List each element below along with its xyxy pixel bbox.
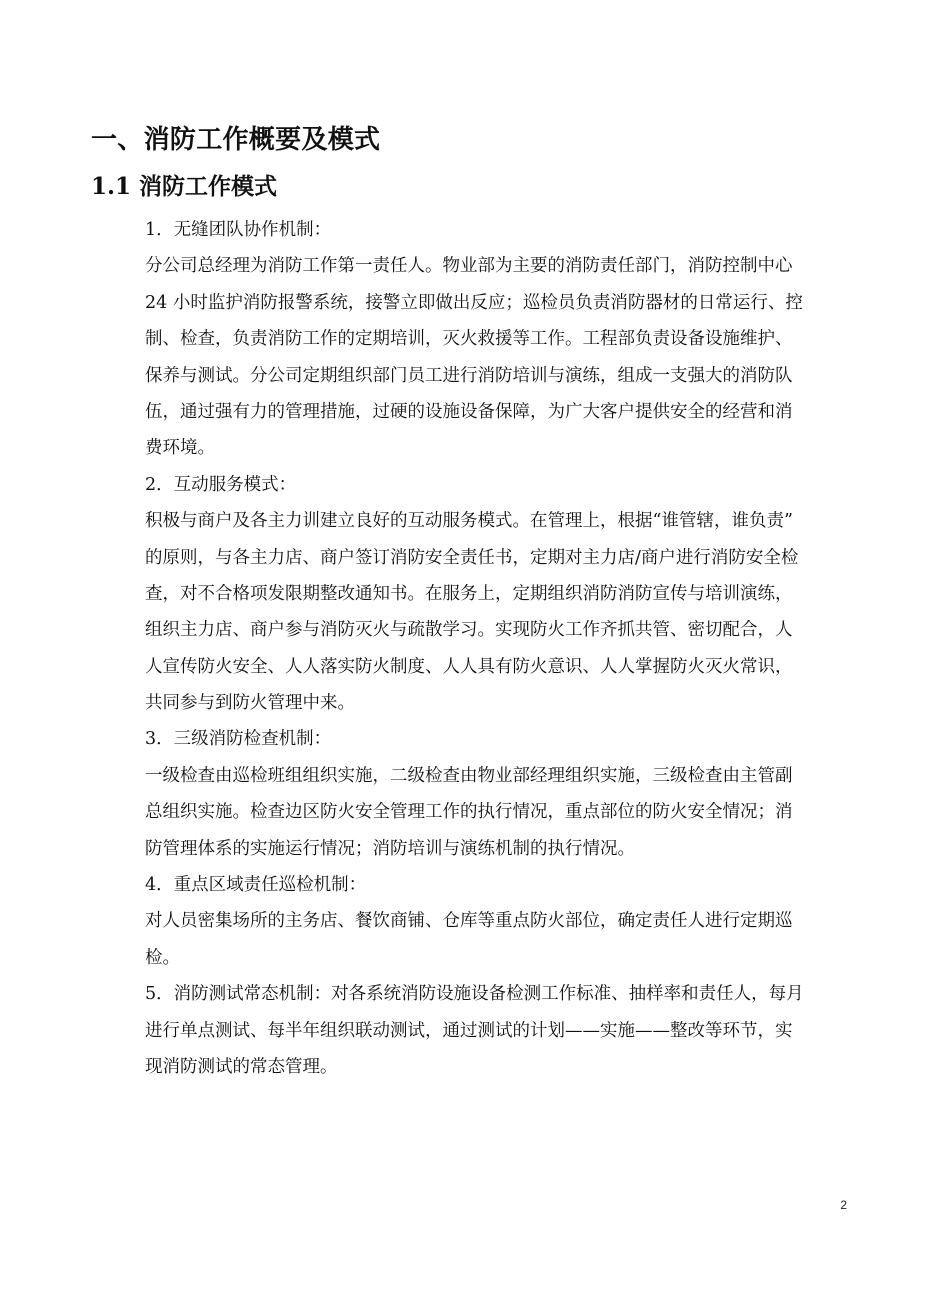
paragraph-line: 制、检查，负责消防工作的定期培训，灭火救援等工作。工程部负责设备设施维护、	[145, 329, 793, 350]
paragraph-line: 查，对不合格项发限期整改通知书。在服务上，定期组织消防消防宣传与培训演练，	[145, 583, 793, 604]
paragraph-line: 共同参与到防火管理中来。	[145, 693, 355, 714]
paragraph-line: 保养与测试。分公司定期组织部门员工进行消防培训与演练，组成一支强大的消防队	[145, 365, 793, 386]
paragraph-line: 费环境。	[145, 438, 215, 459]
paragraph-line: 组织主力店、商户参与消防灭火与疏散学习。实现防火工作齐抓共管、密切配合，人	[145, 620, 793, 641]
section-title: 一、消防工作概要及模式	[91, 125, 381, 155]
paragraph-line: 分公司总经理为消防工作第一责任人。物业部为主要的消防责任部门，消防控制中心	[145, 256, 793, 277]
paragraph-line: 总组织实施。检查边区防火安全管理工作的执行情况，重点部位的防火安全情况；消	[145, 802, 793, 823]
item-heading: 5．消防测试常态机制：对各系统消防设施设备检测工作标准、抽样率和责任人，每月	[145, 984, 804, 1005]
paragraph-line: 进行单点测试、每半年组织联动测试，通过测试的计划——实施——整改等环节，实	[145, 1020, 793, 1041]
paragraph-line: 24 小时监护消防报警系统，接警立即做出反应；巡检员负责消防器材的日常运行、控	[145, 292, 803, 313]
paragraph-line: 伍，通过强有力的管理措施，过硬的设施设备保障，为广大客户提供安全的经营和消	[145, 401, 793, 422]
body-text	[145, 212, 845, 1085]
paragraph-line: 一级检查由巡检班组组织实施，二级检查由物业部经理组织实施，三级检查由主管副	[145, 765, 793, 786]
item-heading: 3．三级消防检查机制：	[145, 729, 332, 750]
paragraph-line: 的原则，与各主力店、商户签订消防安全责任书，定期对主力店/商户进行消防安全检	[145, 547, 799, 568]
paragraph-line: 人宣传防火安全、人人落实防火制度、人人具有防火意识、人人掌握防火灭火常识，	[145, 656, 793, 677]
subsection-title: 1.1 消防工作模式	[91, 173, 278, 200]
item-heading: 1．无缝团队协作机制：	[145, 220, 332, 240]
page-number: 2	[840, 1198, 847, 1212]
paragraph-line: 积极与商户及各主力训建立良好的互动服务模式。在管理上，根据“谁管辖，谁负责”	[145, 511, 793, 532]
item-heading: 2．互动服务模式：	[145, 474, 297, 495]
paragraph-line: 对人员密集场所的主务店、餐饮商铺、仓库等重点防火部位，确定责任人进行定期巡	[145, 911, 793, 932]
paragraph-line: 检。	[145, 947, 180, 968]
paragraph-line: 防管理体系的实施运行情况；消防培训与演练机制的执行情况。	[145, 838, 635, 859]
paragraph-line: 现消防测试的常态管理。	[145, 1056, 338, 1077]
item-heading: 4．重点区域责任巡检机制：	[145, 875, 367, 896]
